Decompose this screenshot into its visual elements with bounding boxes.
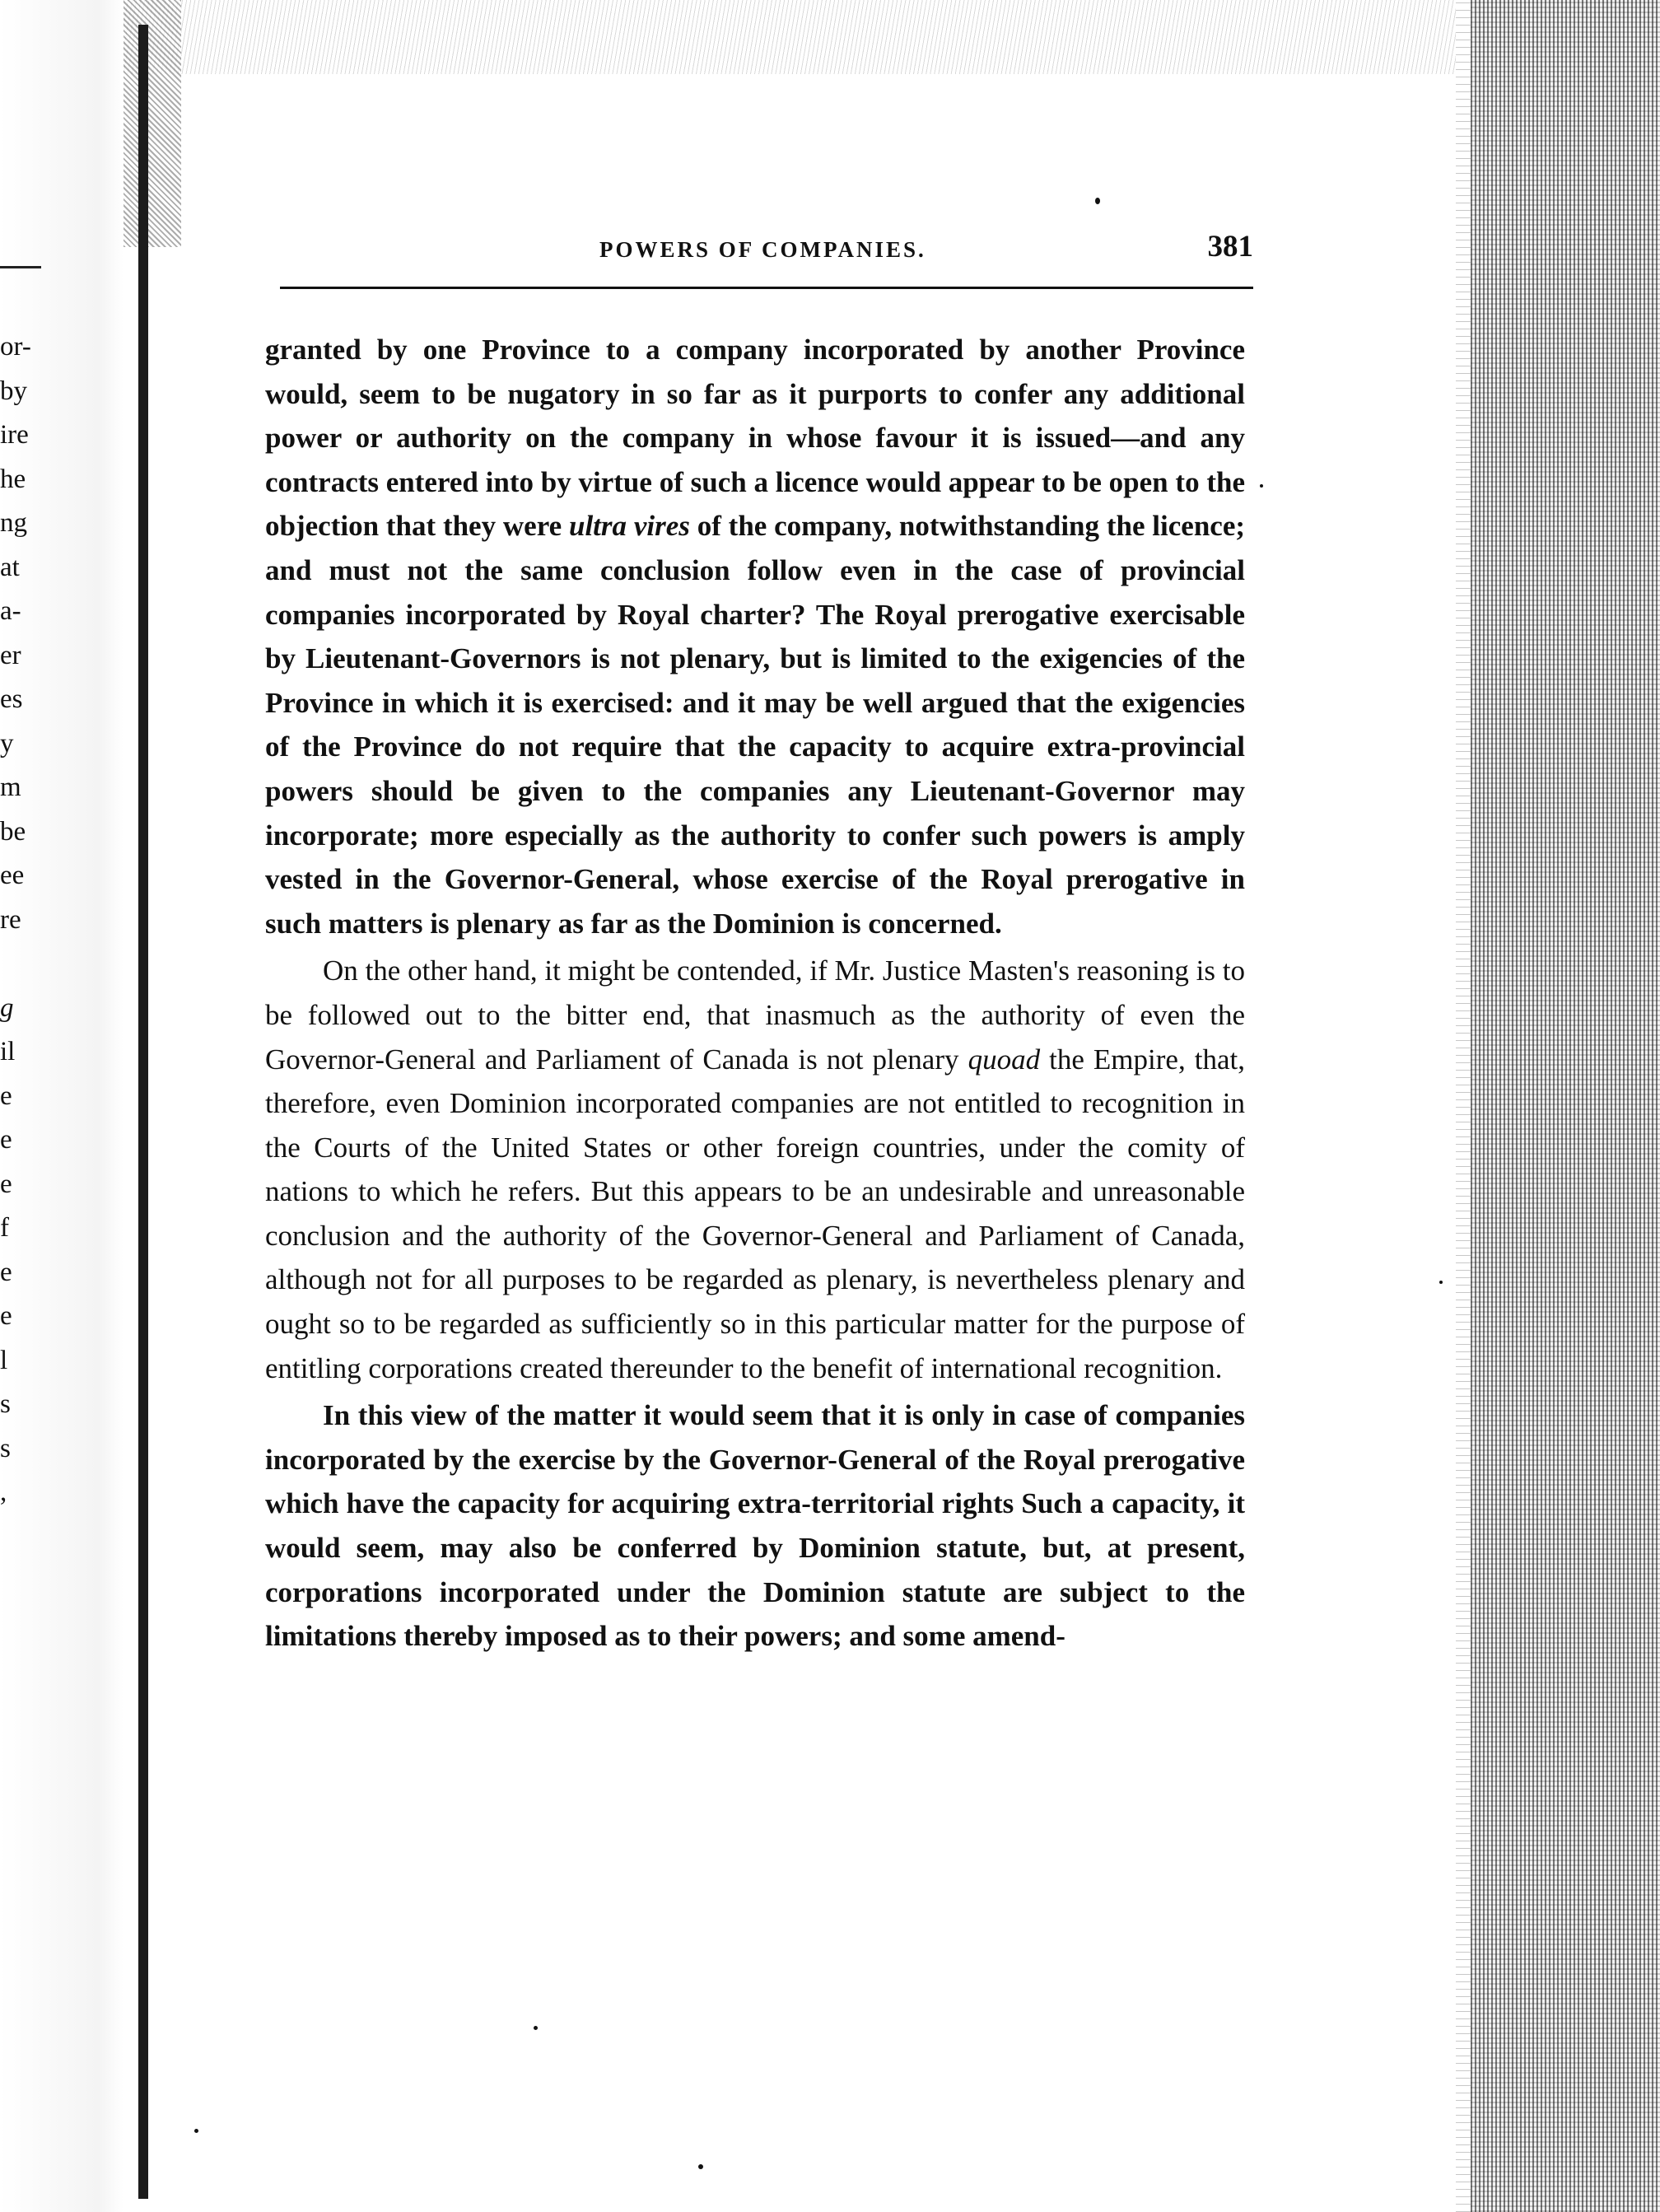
fragment-line: f — [0, 1213, 9, 1243]
page-header — [280, 229, 1253, 278]
adjacent-page-rule — [0, 266, 41, 268]
header-rule — [280, 287, 1253, 289]
fragment-line: es — [0, 684, 23, 714]
fragment-line: l — [0, 1345, 8, 1375]
scan-binding-shadow — [124, 0, 181, 247]
fragment-line: ire — [0, 420, 29, 450]
scan-speck — [1095, 198, 1100, 204]
book-binding-edge — [138, 25, 148, 2199]
paragraph-text: On the other hand, it might be contended, if Mr. Justice Masten's reasoning is to be followed out to the bitter end, that inasmuch as the authority of even the Governor-General and Parliament of Canada is not plenary — [265, 954, 1245, 1076]
fragment-line: ng — [0, 508, 27, 538]
fragment-line — [0, 1515, 58, 1560]
page-body — [265, 328, 1245, 1659]
scan-speck — [698, 2164, 703, 2169]
fragment-line: or- — [0, 332, 31, 362]
paragraph — [265, 949, 1245, 1390]
fragment-line: e — [0, 1125, 12, 1155]
scan-speck — [194, 2129, 198, 2133]
fragment-line: s — [0, 1433, 11, 1463]
scan-page-edge-right — [1471, 0, 1660, 2212]
paragraph-text: of the company, notwithstanding the licence; and must not the same conclusion follow even in the case of provincial companies incorporated by Royal charter? The Royal prerogative exercisable by Lieutenant-Governors is not plenary, but is limited to the exigencies of the Province in which it is exercised: and it may be well argued that the exigencies of the Province do not require that the capacity to acquire extra-provincial powers should be given to the companies any Lieutenant-Governor may incorporate; more especially as the authority to confer such powers is amply vested in the Governor-General, whose exercise of the Royal prerogative in such matters is plenary as far as the Dominion is concerned. — [265, 510, 1246, 940]
paragraph — [265, 328, 1245, 945]
paragraph-text: granted by one Province to a company incorporated by another Province would, seem to be nugatory in so far as it purports to confer any additional power or authority on the company in whose favour it is issued—and any contracts entered into by virtue of such a licence would appear to be open to the objection that they were — [265, 334, 1245, 543]
fragment-line: re — [0, 904, 21, 935]
scan-speck — [1439, 1281, 1443, 1284]
fragment-line: e — [0, 1169, 12, 1199]
fragment-line: , — [0, 1477, 7, 1507]
paragraph-text: the Empire, that, therefore, even Dominion incorporated companies are not entitled to recognition in the Courts of the United States or other foreign countries, under the comity of nations to which he refers. But this appears to be an undesirable and unreasonable conclusion and the authority of the Governor-General and Parliament of Canada, although not for all purposes to be regarded as plenary, is nevertheless plenary and ought so to be regarded as sufficiently so in this particular matter for the purpose of entitling corporations created thereunder to the benefit of international recognition. — [265, 1043, 1245, 1384]
fragment-line: be — [0, 816, 26, 847]
page-number: 381 — [1207, 230, 1253, 264]
fragment-line: he — [0, 464, 26, 494]
scan-page-edge-inner — [1456, 0, 1471, 2212]
fragment-line: e — [0, 1257, 12, 1287]
fragment-line: g — [0, 992, 14, 1023]
italic-term: quoad — [968, 1043, 1041, 1076]
fragment-line: il — [0, 1037, 16, 1066]
paragraph-text: In this view of the matter it would seem that it is only in case of companies incorporated by the exercise by the Governor-General of the Royal prerogative which have the capacity for acquiring extra-territorial rights Such a capacity, it would seem, may also be conferred by Dominion statute, but, at present, corporations incorporated under the Dominion statute are subject to the limitations thereby imposed as to their powers; and some amend- — [265, 1399, 1245, 1653]
scan-speck — [534, 2026, 538, 2030]
fragment-line: y — [0, 728, 14, 758]
fragment-line: m — [0, 772, 21, 802]
fragment-line: by — [0, 376, 27, 406]
fragment-line: ee — [0, 861, 25, 890]
fragment-line: at — [0, 552, 20, 582]
running-head: POWERS OF COMPANIES. — [599, 237, 926, 262]
fragment-line: a- — [0, 596, 21, 626]
adjacent-page-fragments — [0, 325, 58, 1559]
fragment-line: e — [0, 1080, 12, 1111]
paragraph — [265, 1393, 1245, 1659]
scan-speck — [1260, 484, 1263, 488]
fragment-line: e — [0, 1301, 12, 1331]
italic-term: ultra vires — [568, 510, 690, 543]
fragment-line: s — [0, 1389, 11, 1419]
fragment-line — [0, 942, 58, 987]
fragment-line: er — [0, 640, 21, 670]
scan-noise-top — [124, 0, 1474, 74]
